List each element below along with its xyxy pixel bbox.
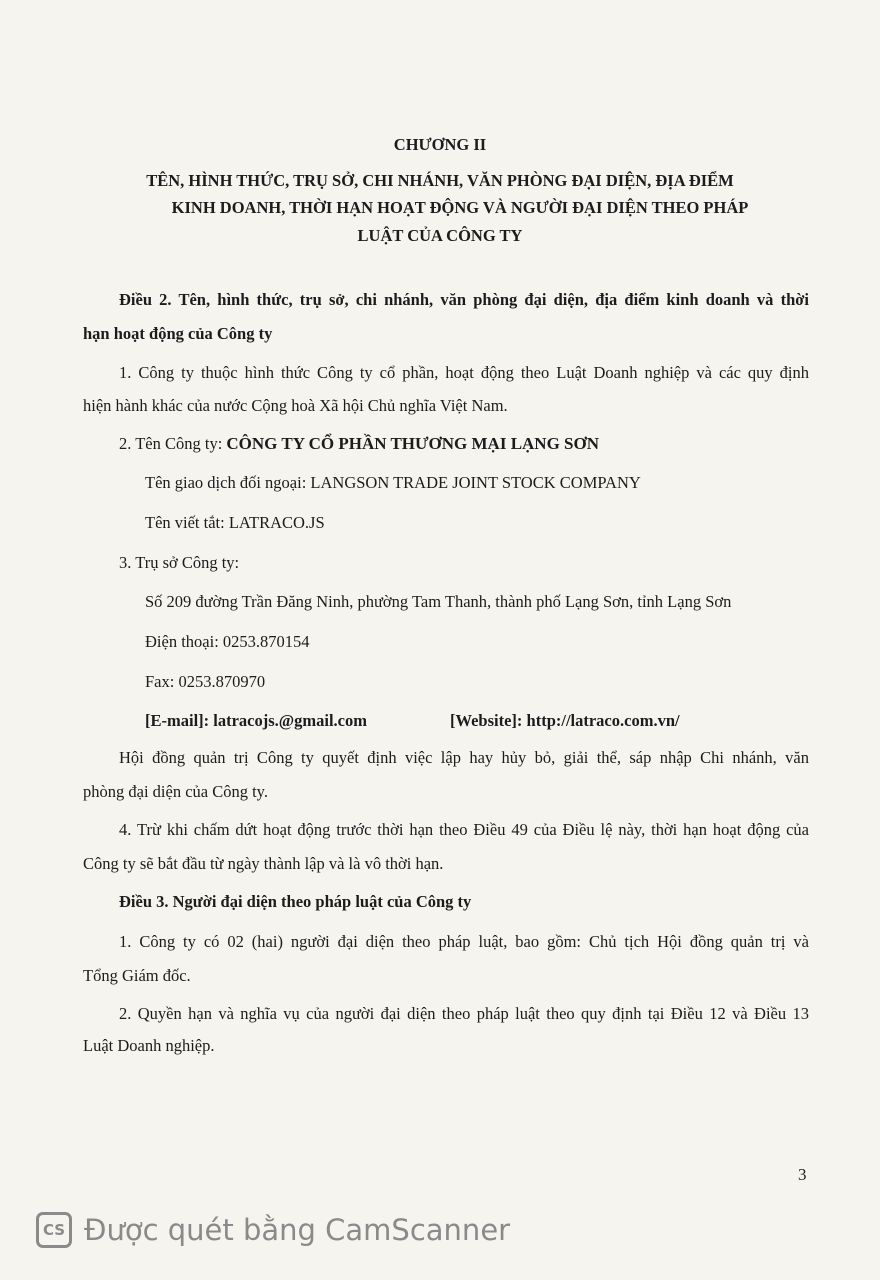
page-number: 3	[798, 1165, 807, 1184]
fax: Fax: 0253.870970	[145, 672, 266, 691]
camscanner-watermark	[36, 1208, 510, 1252]
chapter-title-line-2: KINH DOANH, THỜI HẠN HOẠT ĐỘNG VÀ NGƯỜI ĐẠI DIỆN THEO PHÁP	[171, 198, 749, 217]
article2-p4-line-1: 4. Trừ khi chấm dứt hoạt động trước thời hạn theo Điều 49 của Điều lệ này, thời hạn hoạt động của	[119, 820, 809, 839]
chapter-number: CHƯƠNG II	[393, 135, 487, 154]
company-name-value: CÔNG TY CỔ PHẦN THƯƠNG MẠI LẠNG SƠN	[226, 434, 600, 453]
company-name-label: 2. Tên Công ty:	[119, 434, 227, 453]
website: [Website]: http://latraco.com.vn/	[450, 711, 680, 730]
chapter-title-line-3: LUẬT CỦA CÔNG TY	[357, 226, 523, 245]
address: Số 209 đường Trần Đăng Ninh, phường Tam Thanh, thành phố Lạng Sơn, tỉnh Lạng Sơn	[145, 592, 732, 611]
article2-heading-line-2: hạn hoạt động của Công ty	[83, 324, 273, 343]
article3-p1-line-2: Tổng Giám đốc.	[83, 966, 191, 985]
article2-heading-line-1: Điều 2. Tên, hình thức, trụ sở, chi nhánh, văn phòng đại diện, địa điểm kinh doanh và thời	[119, 290, 809, 309]
article3-p2-line-1: 2. Quyền hạn và nghĩa vụ của người đại diện theo pháp luật theo quy định tại Điều 12 và Điều 13	[119, 1004, 809, 1023]
article3-p1-line-1: 1. Công ty có 02 (hai) người đại diện theo pháp luật, bao gồm: Chủ tịch Hội đồng quản trị và	[119, 932, 809, 951]
company-name-line	[119, 433, 599, 455]
board-note-line-1: Hội đồng quản trị Công ty quyết định việc lập hay hủy bỏ, giải thể, sáp nhập Chi nhánh, văn	[119, 748, 809, 767]
email: [E-mail]: latracojs.@gmail.com	[145, 711, 367, 730]
article2-p4-line-2: Công ty sẽ bắt đầu từ ngày thành lập và là vô thời hạn.	[83, 854, 444, 873]
foreign-name: Tên giao dịch đối ngoại: LANGSON TRADE JOINT STOCK COMPANY	[145, 473, 641, 492]
short-name: Tên viết tắt: LATRACO.JS	[145, 513, 325, 532]
article3-p2-line-2: Luật Doanh nghiệp.	[83, 1036, 215, 1055]
headquarters-label: 3. Trụ sở Công ty:	[119, 553, 240, 572]
article3-heading: Điều 3. Người đại diện theo pháp luật của Công ty	[119, 892, 472, 911]
camscanner-logo-icon: CS	[36, 1212, 72, 1248]
article2-p1-line-1: 1. Công ty thuộc hình thức Công ty cổ phần, hoạt động theo Luật Doanh nghiệp và các quy định	[119, 363, 809, 382]
board-note-line-2: phòng đại diện của Công ty.	[83, 782, 268, 801]
chapter-title-line-1: TÊN, HÌNH THỨC, TRỤ SỞ, CHI NHÁNH, VĂN PHÒNG ĐẠI DIỆN, ĐỊA ĐIỂM	[146, 171, 734, 190]
phone: Điện thoại: 0253.870154	[145, 632, 310, 651]
watermark-text: Được quét bằng CamScanner	[84, 1213, 511, 1247]
article2-p1-line-2: hiện hành khác của nước Cộng hoà Xã hội Chủ nghĩa Việt Nam.	[83, 396, 508, 415]
